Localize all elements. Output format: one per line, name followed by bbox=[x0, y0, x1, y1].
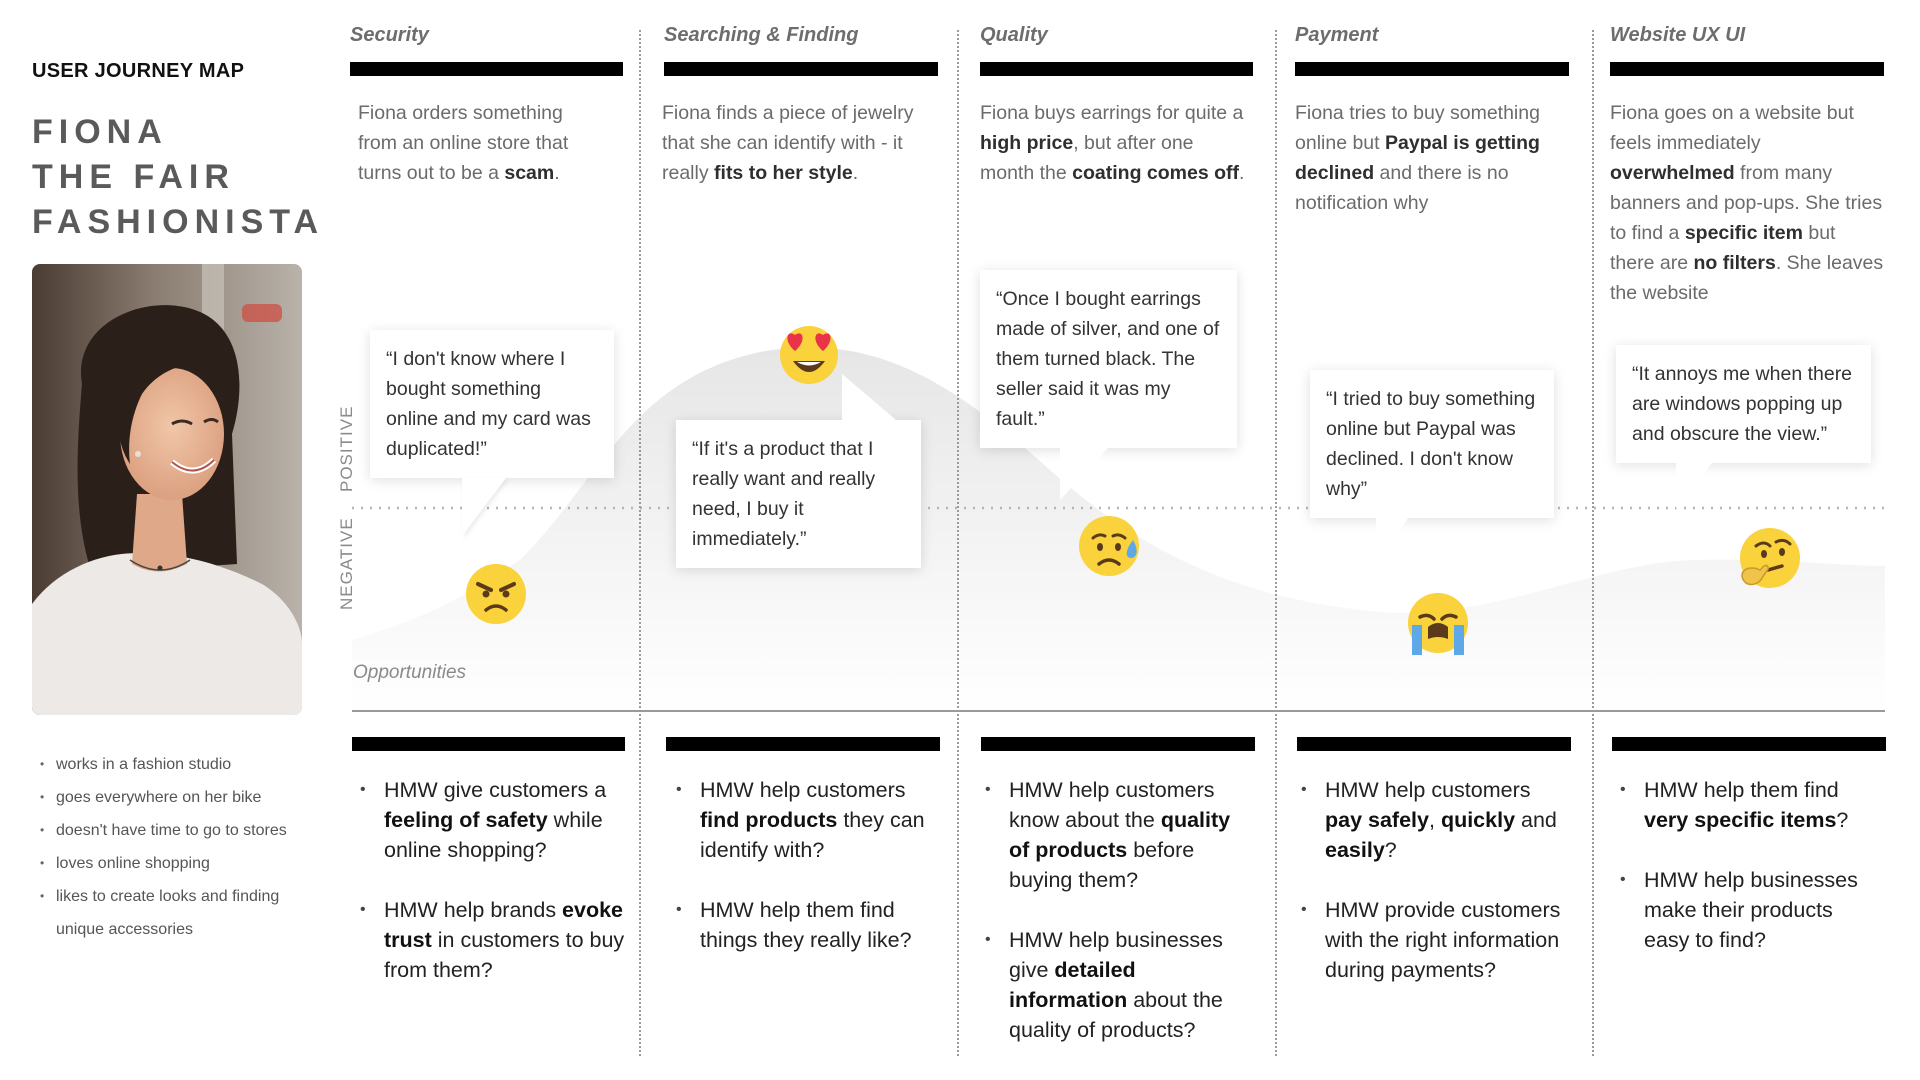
stage-separator bbox=[957, 30, 959, 1056]
hmw-item: • HMW provide customers with the right information during payments? bbox=[1293, 895, 1573, 985]
hmw-item: • HMW give customers a feeling of safety while online shopping? bbox=[352, 775, 630, 865]
trait-item: • works in a fashion studio bbox=[38, 748, 308, 781]
stage-bar bbox=[980, 62, 1253, 76]
hmw-item: • HMW help businesses give detailed information about the quality of products? bbox=[977, 925, 1255, 1045]
persona-name-line: FASHIONISTA bbox=[32, 203, 325, 241]
quote-text: “Once I bought earrings made of silver, and one of them turned black. The seller said it was my fault.” bbox=[996, 288, 1220, 430]
hmw-list-searching bbox=[668, 775, 938, 985]
hmw-item: • HMW help them find things they really like? bbox=[668, 895, 938, 955]
quote-tail bbox=[842, 374, 896, 420]
quote-bubble-security bbox=[370, 330, 614, 478]
opportunity-bar bbox=[666, 737, 940, 751]
stage-title-quality: Quality bbox=[980, 24, 1048, 46]
hmw-item: • HMW help customers find products they can identify with? bbox=[668, 775, 938, 865]
hmw-item: • HMW help customers pay safely, quickly and easily? bbox=[1293, 775, 1573, 865]
opportunity-bar bbox=[1612, 737, 1886, 751]
hmw-item: • HMW help businesses make their products easy to find? bbox=[1612, 865, 1882, 955]
stage-separator bbox=[1592, 30, 1594, 1056]
thinking-face-icon bbox=[1738, 526, 1802, 590]
stage-title-website: Website UX UI bbox=[1610, 24, 1746, 46]
stage-bar bbox=[350, 62, 623, 76]
quote-bubble-quality bbox=[980, 270, 1237, 448]
hmw-list-quality bbox=[977, 775, 1255, 1075]
axis-label-positive: POSITIVE bbox=[337, 405, 356, 492]
hmw-item: • HMW help customers know about the quality of products before buying them? bbox=[977, 775, 1255, 895]
stage-title-searching: Searching & Finding bbox=[664, 24, 859, 46]
hmw-list-security bbox=[352, 775, 630, 1015]
quote-bubble-payment bbox=[1310, 370, 1554, 518]
sad-sweat-face-icon bbox=[1077, 514, 1141, 578]
stage-bar bbox=[1295, 62, 1569, 76]
quote-bubble-website bbox=[1616, 345, 1871, 463]
quote-text: “It annoys me when there are windows popping up and obscure the view.” bbox=[1632, 363, 1853, 445]
map-title: USER JOURNEY MAP bbox=[32, 60, 245, 82]
heart-eyes-face-icon bbox=[777, 321, 841, 385]
hmw-list-website bbox=[1612, 775, 1882, 985]
opportunity-bar bbox=[1297, 737, 1571, 751]
trait-item: • goes everywhere on her bike bbox=[38, 781, 308, 814]
quote-text: “I tried to buy something online but Paypal was declined. I don't know why” bbox=[1326, 388, 1536, 500]
quote-tail bbox=[1060, 448, 1108, 500]
stage-bar bbox=[1610, 62, 1884, 76]
quote-text: “I don't know where I bought something online and my card was duplicated!” bbox=[386, 348, 591, 460]
stage-description: Fiona buys earrings for quite a high price, but after one month the coating comes off. bbox=[980, 102, 1245, 184]
quote-text: “If it's a product that I really want and really need, I buy it immediately.” bbox=[692, 438, 876, 550]
stage-separator bbox=[639, 30, 641, 1056]
hmw-list-payment bbox=[1293, 775, 1573, 1015]
stage-bar bbox=[664, 62, 938, 76]
stage-description: Fiona tries to buy something online but Paypal is getting declined and there is no notification why bbox=[1295, 102, 1540, 214]
quote-tail bbox=[462, 478, 506, 536]
angry-face-icon bbox=[464, 562, 528, 626]
persona-name-line: THE FAIR bbox=[32, 158, 235, 196]
stage-title-security: Security bbox=[350, 24, 429, 46]
stage-description: Fiona orders something from an online store that turns out to be a scam. bbox=[358, 102, 569, 184]
quote-tail bbox=[1376, 518, 1408, 568]
opportunity-bar bbox=[981, 737, 1255, 751]
trait-item: • doesn't have time to go to stores bbox=[38, 814, 308, 847]
hmw-item: • HMW help them find very specific items? bbox=[1612, 775, 1882, 835]
axis-label-negative: NEGATIVE bbox=[337, 517, 356, 610]
opportunities-label: Opportunities bbox=[353, 662, 467, 683]
trait-item: • likes to create looks and finding unique accessories bbox=[38, 880, 308, 946]
persona-name-line: FIONA bbox=[32, 113, 168, 151]
quote-bubble-searching bbox=[676, 420, 921, 568]
hmw-item: • HMW help brands evoke trust in customers to buy from them? bbox=[352, 895, 630, 985]
trait-item: • loves online shopping bbox=[38, 847, 308, 880]
stage-description: Fiona goes on a website but feels immediately overwhelmed from many banners and pop-ups. She tries to find a specific item but there are no filters. She leaves the website bbox=[1610, 102, 1884, 304]
stage-title-payment: Payment bbox=[1295, 24, 1379, 46]
quote-tail bbox=[1676, 463, 1712, 509]
opportunity-bar bbox=[352, 737, 625, 751]
crying-face-icon bbox=[1406, 591, 1470, 655]
stage-separator bbox=[1275, 30, 1277, 1056]
stage-description: Fiona finds a piece of jewelry that she can identify with - it really fits to her style. bbox=[662, 102, 914, 184]
